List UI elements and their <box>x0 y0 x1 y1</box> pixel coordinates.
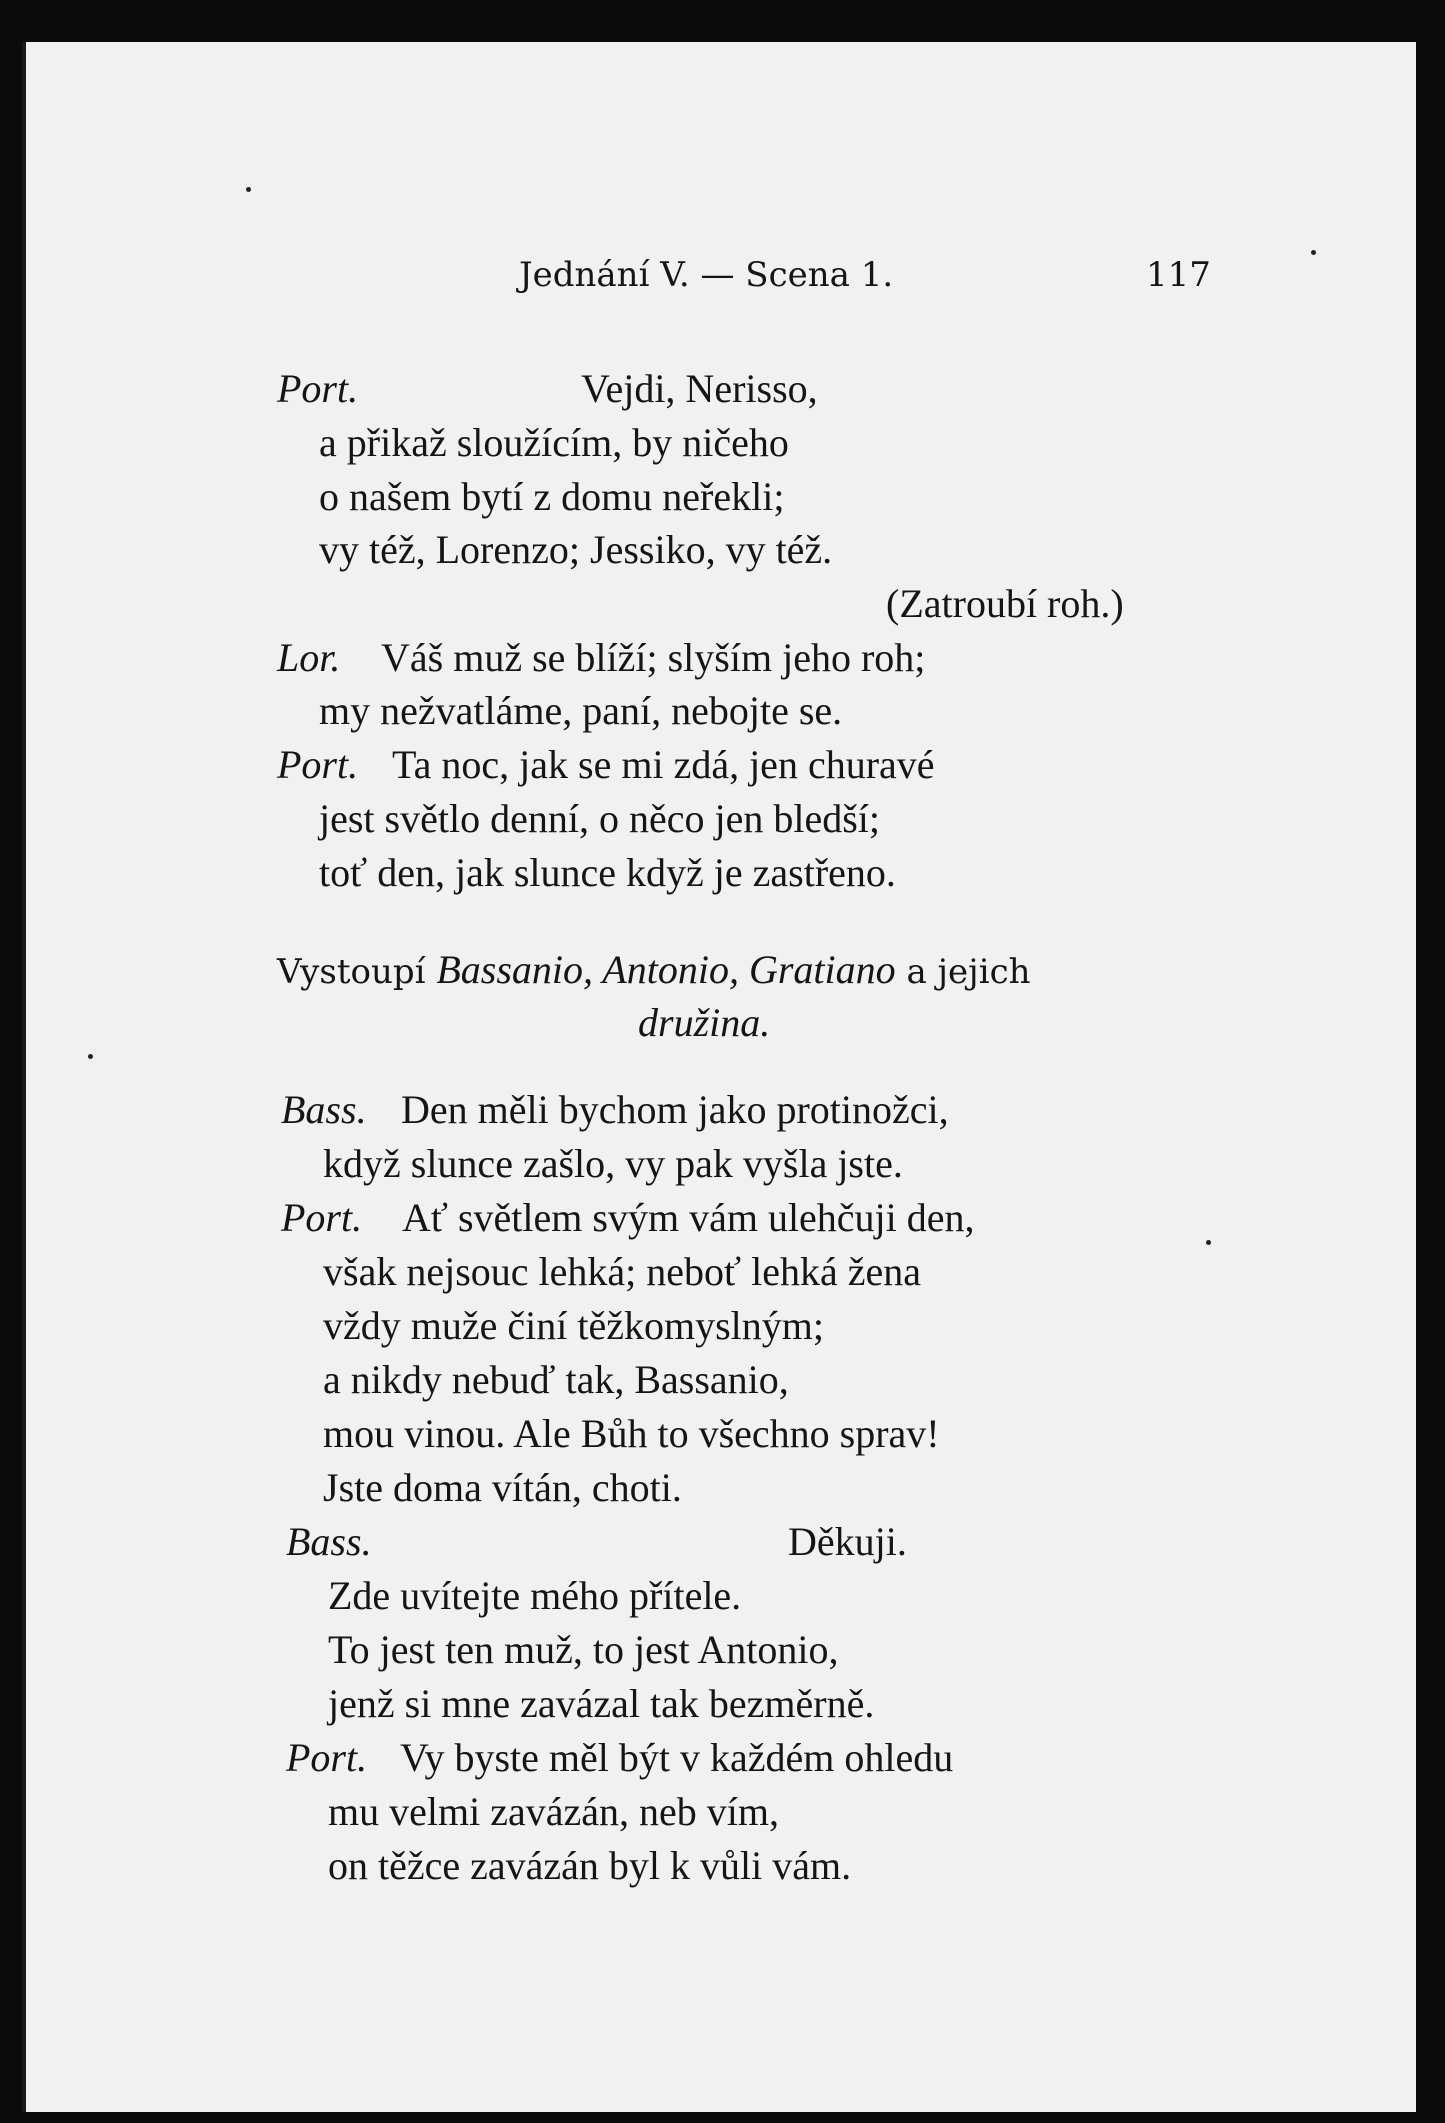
verse-line: Děkuji. <box>788 1519 907 1564</box>
verse-line: když slunce zašlo, vy pak vyšla jste. <box>323 1141 903 1186</box>
speck <box>88 1054 93 1059</box>
verse-line: a přikaž sloužícím, by ničeho <box>319 420 789 465</box>
verse-line: Vejdi, Nerisso, <box>581 366 818 411</box>
stage-direction-prefix: Vystoupí <box>277 952 426 992</box>
speaker-label: Bass. <box>286 1519 372 1564</box>
verse-line: vždy muže činí těžkomyslným; <box>323 1303 824 1348</box>
stage-direction-continuation: družina. <box>638 1000 771 1045</box>
speaker-label: Bass. <box>281 1087 367 1132</box>
speck <box>1206 1240 1211 1245</box>
verse-line: Ať světlem svým vám ulehčuji den, <box>402 1195 975 1240</box>
verse-line: mu velmi zavázán, neb vím, <box>328 1789 779 1834</box>
book-spine <box>14 0 22 2123</box>
stage-direction-suffix: a jejich <box>906 952 1031 992</box>
verse-line: Jste doma vítán, choti. <box>323 1465 682 1510</box>
speaker-label: Port. <box>277 366 359 411</box>
verse-line: Ta noc, jak se mi zdá, jen churavé <box>392 742 935 787</box>
book-page <box>22 42 1416 2112</box>
stage-direction <box>277 947 1031 992</box>
verse-line: jest světlo denní, o něco jen bledší; <box>319 796 880 841</box>
verse-line: To jest ten muž, to jest Antonio, <box>328 1627 839 1672</box>
verse-line: Zde uvítejte mého přítele. <box>328 1573 742 1618</box>
verse-line: toť den, jak slunce když je zastřeno. <box>319 850 896 895</box>
speaker-label: Port. <box>286 1735 368 1780</box>
verse-line: a nikdy nebuď tak, Bassanio, <box>323 1357 789 1402</box>
speaker-label: Port. <box>277 742 359 787</box>
verse-line: my nežvatláme, paní, nebojte se. <box>319 688 843 733</box>
verse-line: jenž si mne zavázal tak bezměrně. <box>328 1681 875 1726</box>
speck <box>246 187 251 192</box>
speaker-label: Port. <box>281 1195 363 1240</box>
speck <box>1311 250 1316 255</box>
verse-line: Den měli bychom jako protinožci, <box>401 1087 949 1132</box>
verse-line: Vy byste měl být v každém ohledu <box>400 1735 954 1780</box>
verse-line: vy též, Lorenzo; Jessiko, vy též. <box>319 527 833 572</box>
stage-note: (Zatroubí roh.) <box>886 581 1124 626</box>
speaker-label: Lor. <box>277 635 341 680</box>
verse-line: mou vinou. Ale Bůh to všechno sprav! <box>323 1411 940 1456</box>
stage-direction-names: Bassanio, Antonio, Gratiano <box>436 947 896 992</box>
verse-line: on těžce zavázán byl k vůli vám. <box>328 1843 852 1888</box>
verse-line: Váš muž se blíží; slyším jeho roh; <box>381 635 926 680</box>
verse-line: však nejsouc lehká; neboť lehká žena <box>323 1249 921 1294</box>
running-head: Jednání V. — Scena 1. <box>519 255 894 295</box>
verse-line: o našem bytí z domu neřekli; <box>319 474 785 519</box>
page-number: 117 <box>1146 255 1211 295</box>
